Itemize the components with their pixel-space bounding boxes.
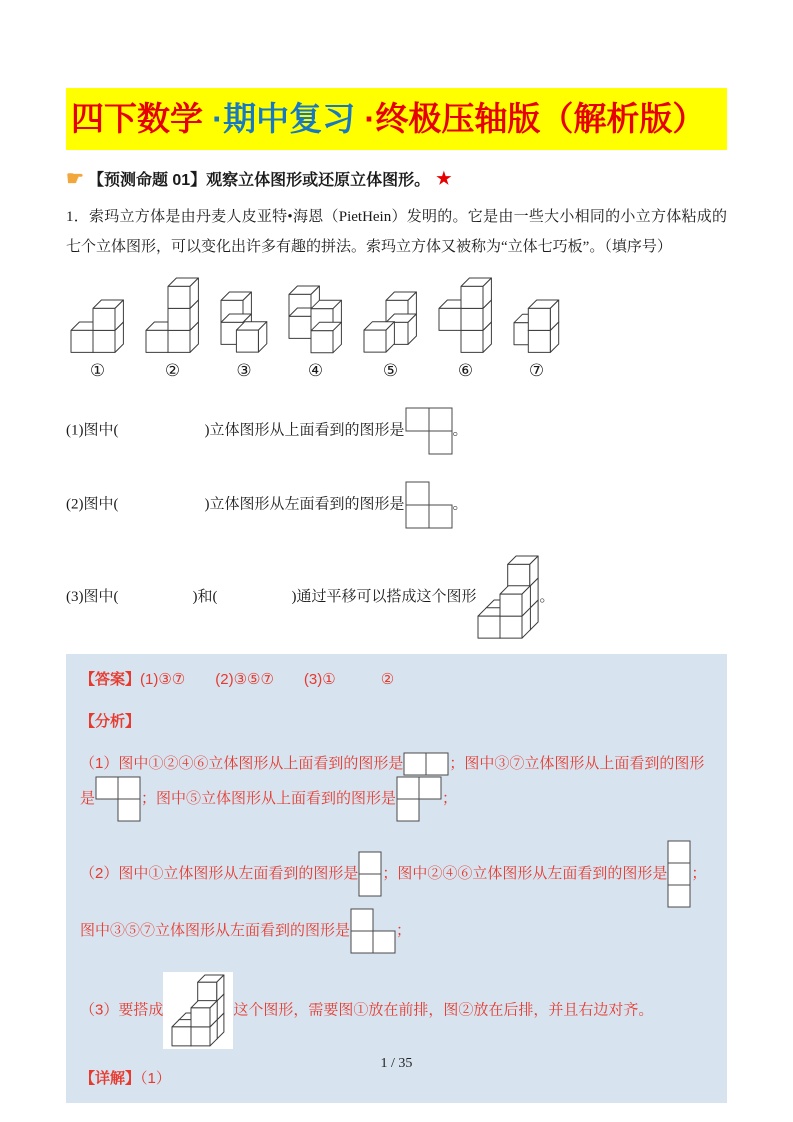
analysis-left-view-grid-357: [350, 908, 396, 954]
pointing-finger-icon: ☛: [66, 167, 84, 190]
analysis-left-view-grid-246: [667, 840, 691, 908]
analysis-paragraph-1: [80, 752, 713, 822]
analysis-p1-text-2: ；图中③⑦立体图形从上面看到的图形是: [80, 755, 705, 807]
cube-figure-3-label: ③: [236, 361, 252, 380]
analysis-staircase-figure: [163, 972, 233, 1049]
analysis-paragraph-3: [80, 972, 713, 1049]
cube-figure-4: [288, 285, 343, 381]
analysis-p2-text-4: ；: [396, 922, 412, 939]
answer-values: (1)③⑦ (2)③⑤⑦ (3)① ②: [140, 671, 395, 688]
title-segment-review: ·期中复习: [212, 100, 365, 137]
subquestion-1-pre: (1)图中(: [66, 422, 119, 439]
answer-section: [66, 654, 727, 1103]
answer-label: 【答案】: [80, 671, 141, 688]
analysis-label-line: [80, 710, 713, 734]
question-text: 1．索玛立方体是由丹麦人皮亚特•海恩（PietHein）发明的。它是由一些大小相同的小立方体粘成的七个立体图形，可以变化出许多有趣的拼法。索玛立方体又被称为“立体七巧板”。（填序号）: [66, 209, 727, 255]
title-segment-edition: ·终极压轴版（解析版）: [364, 100, 706, 137]
cube-figure-7-drawing: [513, 299, 560, 354]
topic-label: 【预测命题 01】观察立体图形或还原立体图形。: [87, 172, 431, 189]
detail-label: 【详解】: [80, 1070, 141, 1088]
cube-figure-6: [438, 277, 493, 381]
cube-figure-5: [363, 291, 418, 381]
cube-figure-7-label: ⑦: [528, 361, 545, 380]
analysis-label: 【分析】: [80, 713, 141, 730]
analysis-p2-text-2: ；图中②④⑥立体图形从左面看到的图形是: [382, 865, 668, 882]
subquestion-3-period: 。: [539, 588, 555, 605]
answer-line: [80, 668, 713, 692]
left-view-grid: [405, 481, 453, 529]
subquestion-2: [66, 481, 727, 529]
analysis-p2-text-1: （2）图中①立体图形从左面看到的图形是: [80, 865, 359, 882]
title-banner: [66, 88, 727, 150]
detail-text: （1）: [140, 1070, 171, 1088]
subquestion-3: [66, 555, 727, 640]
cube-figure-3: [220, 291, 268, 381]
cube-figure-1: [70, 299, 125, 381]
analysis-p3-text-1: （3）要搭成: [80, 1001, 164, 1019]
subquestion-1-period: 。: [452, 422, 468, 439]
cube-figure-3-drawing: [220, 291, 268, 354]
cube-figure-4-drawing: [288, 285, 343, 354]
analysis-top-view-grid-5: [396, 776, 442, 822]
subquestion-1-post: )立体图形从上面看到的图形是: [204, 422, 405, 439]
subquestion-3-mid: )和(: [192, 588, 218, 605]
page-number: 1 / 35: [380, 1056, 413, 1071]
cube-figure-2: [145, 277, 200, 381]
analysis-p1-text-3: ；图中⑤立体图形从上面看到的图形是: [141, 790, 397, 807]
cube-figure-2-drawing: [145, 277, 200, 354]
subquestion-2-period: 。: [452, 496, 468, 513]
page-content: [66, 88, 727, 1103]
analysis-paragraph-2: [80, 840, 713, 954]
subquestion-2-pre: (2)图中(: [66, 496, 119, 513]
cube-figure-7: [513, 299, 560, 381]
cube-figure-1-label: ①: [89, 361, 106, 380]
cube-figure-5-drawing: [363, 291, 418, 354]
cube-figure-5-label: ⑤: [382, 361, 399, 380]
title-segment-subject: 四下数学: [71, 100, 213, 137]
cube-figure-6-drawing: [438, 277, 493, 354]
subquestion-2-post: )立体图形从左面看到的图形是: [204, 496, 405, 513]
cube-figure-6-label: ⑥: [457, 361, 474, 380]
cube-figure-row: [66, 277, 727, 381]
analysis-p1-text-1: （1）图中①②④⑥立体图形从上面看到的图形是: [80, 755, 404, 772]
analysis-top-view-grid-1246: [403, 752, 449, 776]
subquestion-3-pre: (3)图中(: [66, 588, 119, 605]
analysis-p2-text-3: ；图中③⑤⑦立体图形从左面看到的图形是: [80, 865, 707, 939]
target-staircase-figure: [477, 555, 540, 640]
top-view-grid: [405, 407, 453, 455]
analysis-left-view-grid-1: [358, 851, 382, 897]
star-icon: ★: [436, 168, 452, 188]
topic-line: [66, 167, 727, 190]
cube-figure-2-label: ②: [164, 361, 181, 380]
subquestion-1: [66, 407, 727, 455]
analysis-top-view-grid-37: [95, 776, 141, 822]
analysis-p3-text-2: 这个图形，需要图①放在前排，图②放在后排，并且右边对齐。: [233, 1001, 654, 1019]
analysis-p1-text-4: ；: [442, 790, 458, 807]
cube-figure-4-label: ④: [307, 361, 324, 380]
cube-figure-1-drawing: [70, 299, 125, 354]
subquestion-3-post: )通过平移可以搭成这个图形: [291, 588, 477, 605]
